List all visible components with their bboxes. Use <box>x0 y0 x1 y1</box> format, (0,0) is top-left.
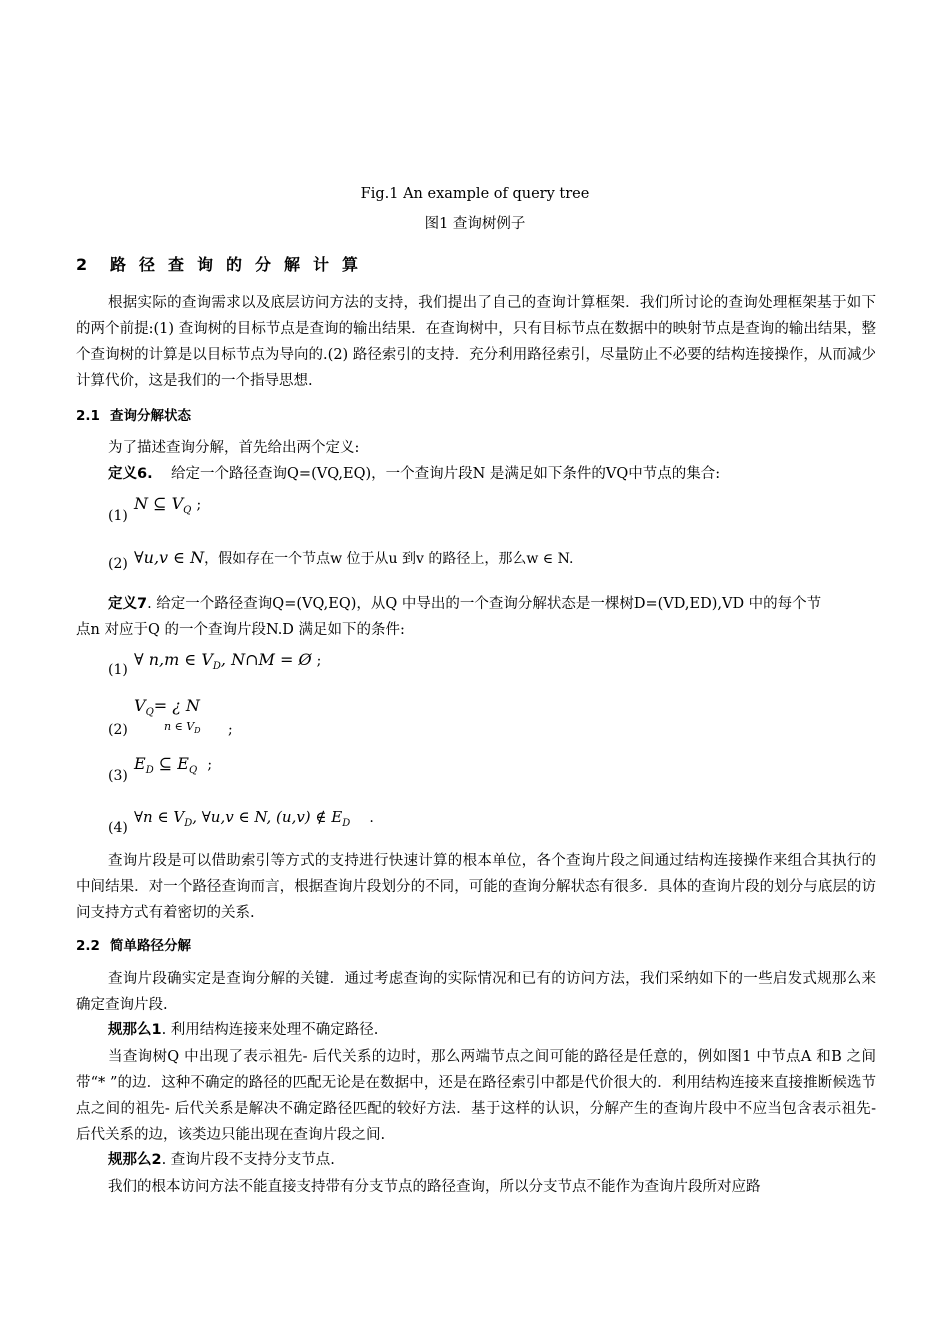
rule1-text: . 利用结构连接来处理不确定路径. <box>161 1022 379 1038</box>
figure-caption-en: Fig.1 An example of query tree <box>360 186 590 202</box>
def7-item-2-tail: ; <box>228 722 233 738</box>
def6-item-1-label: (1) <box>108 508 128 524</box>
sub21-closing-paragraph: 查询片段是可以借助索引等方式的支持进行快速计算的根本单位，各个查询片段之间通过结构连接操作来组合其执行的中间结果．对一个路径查询而言，根据查询片段划分的不同，可能的查询分解状态有很多．具体的查询片段的划分与底层的访问支持方式有着密切的关系. <box>76 853 876 921</box>
figure-caption-zh: 图1 查询树例子 <box>424 216 526 232</box>
subsection-title: 简单路径分解 <box>110 938 191 954</box>
section-number: 2 <box>76 255 88 274</box>
section-heading <box>76 252 371 275</box>
sub21-lead: 为了描述查询分解，首先给出两个定义: <box>108 440 360 456</box>
definition-7-line-1 <box>108 592 821 613</box>
def6-item-2-label: (2) <box>108 556 128 572</box>
def7-item-1-formula: ∀ n,m ∈ $V_D$, N∩M = Ø ; <box>134 650 322 673</box>
rule1-label: 规那么1 <box>108 1022 162 1038</box>
intro-paragraph: 根据实际的查询需求以及底层访问方法的支持，我们提出了自己的查询计算框架．我们所讨论的查询处理框架基于如下的两个前提:(1) 查询树的目标节点是查询的输出结果．在查询树中，只有目标节点在数据中的映射节点是查询的输出结果，整个查询树的计算是以目标节点为导向的.(2) 路径索引的支持．充分利用路径索引，尽量防止不必要的结构连接操作，从而减少计算代价，这是我们的一个指导思想. <box>76 295 876 389</box>
def7-item-4-label: (4) <box>108 820 128 836</box>
definition-7-line-2: 点n 对应于Q 的一个查询片段N.D 满足如下的条件: <box>76 622 405 638</box>
definition-6 <box>108 462 720 483</box>
def6-label: 定义6. <box>108 466 153 482</box>
def7-item-3-formula: $E_D$ ⊆ $E_Q$ ; <box>134 754 213 777</box>
def7-item-4-formula: ∀n ∈ $V_D$, ∀u,v ∈ N, (u,v) ∉ $E_D$ . <box>134 808 374 829</box>
def7-item-1-label: (1) <box>108 662 128 678</box>
def6-item-1-formula: N ⊆ $V_Q$ ; <box>134 494 202 517</box>
def6-item-2-formula: ∀u,v ∈ N，假如存在一个节点w 位于从u 到v 的路径上，那么w ∈ N. <box>134 548 574 567</box>
subsection-title: 查询分解状态 <box>110 408 191 424</box>
def7-item-3-label: (3) <box>108 768 128 784</box>
sub22-lead-paragraph: 查询片段确实定是查询分解的关键．通过考虑查询的实际情况和已有的访问方法，我们采纳如下的一些启发式规那么来确定查询片段. <box>76 971 876 1013</box>
def7-text-1: . 给定一个路径查询Q=(VQ,EQ)，从Q 中导出的一个查询分解状态是一棵树D=(VD,ED),VD 中的每个节 <box>147 596 822 612</box>
rule1-body: 当查询树Q 中出现了表示祖先- 后代关系的边时，那么两端节点之间可能的路径是任意的，例如图1 中节点A 和B 之间带“* ”的边．这种不确定的路径的匹配无论是在数据中，还是在路径索引中都是代价很大的．利用结构连接来直接推断候选节点之间的祖先- 后代关系是解决不确定路径匹配的较好方法．基于这样的认识，分解产生的查询片段中不应当包含表示祖先- 后代关系的边，该类边只能出现在查询片段之间. <box>76 1049 876 1143</box>
rule-2 <box>108 1148 335 1169</box>
rule-1 <box>108 1018 378 1039</box>
def7-item-2-formula: $V_Q=$ ¿ N <box>134 696 200 719</box>
subsection-number: 2.2 <box>76 938 100 954</box>
def7-item-2-label: (2) <box>108 722 128 738</box>
def7-item-2-under: n ∈ $V_D$ <box>164 720 201 736</box>
rule2-text: . 查询片段不支持分支节点. <box>161 1152 335 1168</box>
def7-label: 定义7 <box>108 596 148 612</box>
rule2-label: 规那么2 <box>108 1152 162 1168</box>
rule2-body: 我们的根本访问方法不能直接支持带有分支节点的路径查询，所以分支节点不能作为查询片段所对应路 <box>108 1179 761 1195</box>
subsection-number: 2.1 <box>76 408 100 424</box>
subsection-2-1-heading <box>76 404 191 424</box>
subsection-2-2-heading <box>76 934 191 954</box>
def6-text: 给定一个路径查询Q=(VQ,EQ)，一个查询片段N 是满足如下条件的VQ中节点的集合: <box>171 466 721 482</box>
section-title: 路径查询的分解计算 <box>110 255 372 274</box>
